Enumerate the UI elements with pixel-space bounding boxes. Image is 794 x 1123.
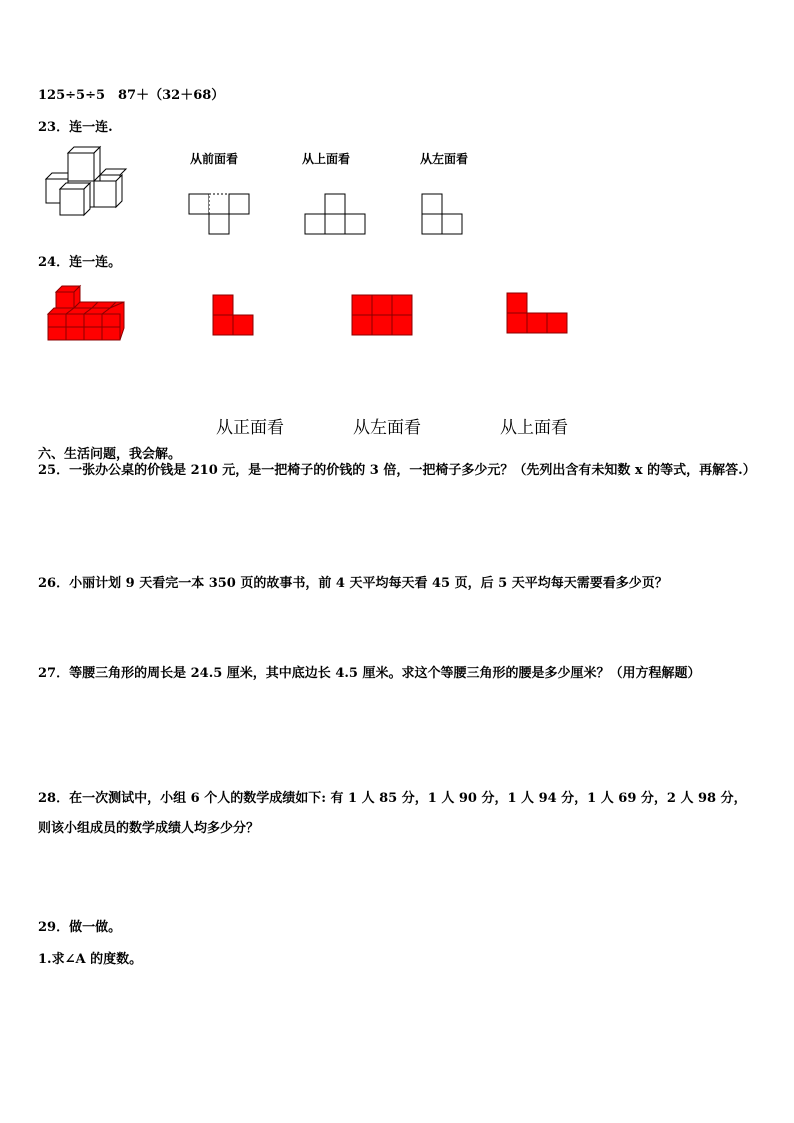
q24-view-shape-1 [212, 294, 254, 336]
q29-title: 29．做一做。 [38, 920, 122, 935]
q24-view-shape-3 [506, 292, 568, 334]
q24-view-label-top: 从上面看 [500, 418, 568, 438]
section6-heading: 六、生活问题，我会解。 [38, 447, 182, 462]
q26-text: 26．小丽计划 9 天看完一本 350 页的故事书，前 4 天平均每天看 45 页，后 5 天平均每天需要看多少页？ [38, 576, 668, 591]
q23-view-shape-2 [304, 193, 368, 237]
q25-text: 25．一张办公桌的价钱是 210 元，是一把椅子的价钱的 3 倍，一把椅子多少元？（先列出含有未知数 x 的等式，再解答.） [38, 463, 756, 478]
q24-view-shape-2 [351, 294, 413, 336]
q24-view-label-left: 从左面看 [353, 418, 421, 438]
q23-view-shape-3 [421, 193, 465, 237]
q29-sub1: 1.求∠A 的度数。 [38, 952, 143, 967]
q23-view-label-front: 从前面看 [190, 152, 239, 166]
q24-title: 24．连一连。 [38, 255, 122, 270]
q23-view-label-left: 从左面看 [420, 152, 469, 166]
q23-cube-figure [40, 145, 140, 220]
q23-title: 23．连一连. [38, 120, 113, 135]
q24-view-label-front: 从正面看 [216, 418, 284, 438]
q23-view-shape-1 [188, 193, 252, 237]
q27-text: 27．等腰三角形的周长是 24.5 厘米，其中底边长 4.5 厘米。求这个等腰三角形的腰是多少厘米？（用方程解题） [38, 666, 701, 681]
q28-text: 28．在一次测试中，小组 6 个人的数学成绩如下: 有 1 人 85 分，1 人 90 分，1 人 94 分，1 人 69 分，2 人 98 分，则该小组成员的数学成绩人均多少分？ [38, 791, 747, 836]
header-expressions: 125÷5÷5 87＋（32＋68） [38, 88, 225, 103]
q23-view-label-top: 从上面看 [302, 152, 351, 166]
q24-red-block-figure [46, 284, 136, 344]
